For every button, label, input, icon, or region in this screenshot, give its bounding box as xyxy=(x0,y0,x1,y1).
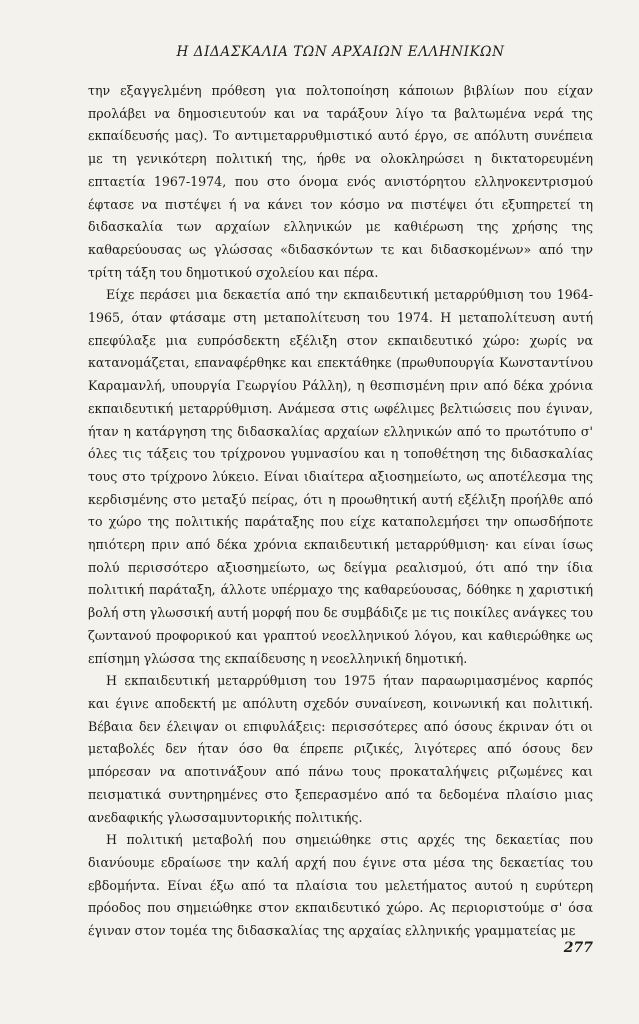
running-head: Η ΔΙΔΑΣΚΑΛΙΑ ΤΩΝ ΑΡΧΑΙΩΝ ΕΛΛΗΝΙΚΩΝ xyxy=(176,44,505,60)
paragraph-consensus: Η εκπαιδευτική μεταρρύθμιση του 1975 ήταν παραωριμασμένος καρπός και έγινε αποδεκτή με απόλυτη σχεδόν συναίνεση, κοινωνική και πολιτική. Βέβαια δεν έλειψαν οι επιφυλάξεις: περισσότερες από όσους έκριναν ότι οι μεταβολές δεν ήταν όσο θα έπρεπε ριζικές, λιγότερες από όσους δεν μπόρεσαν να αποτινάξουν από πάνω τους προκαταλήψεις ριζωμένες και πεισματικά συντηρημένες στο ξεπερασμένο από τα δεδομένα πλαίσιο μιας ανεδαφικής γλωσσαμυντορικής πολιτικής. xyxy=(88,673,593,825)
paragraph-continuation: την εξαγγελμένη πρόθεση για πολτοποίηση κάποιων βιβλίων που είχαν προλάβει να δημοσιευτούν και να ταράξουν λίγο τα βαλτωμένα νερά της εκπαίδευσής μας). Το αντιμεταρρυθμιστικό αυτό έργο, σε απόλυτη συνέπεια με τη γενικότερη πολιτική της, ήρθε να ολοκληρώσει η δικτατορευμένη επταετία 1967-1974, που στο όνομα ενός ανιστόρητου ελληνοκεντρισμού έφτασε να πιστέψει ή να κάνει τον κόσμο να πιστέψει ότι εξυπηρετεί τη διδασκαλία των αρχαίων ελληνικών με καθιέρωση της χρήσης της καθαρεύουσας ως γλώσσας «διδασκόντων τε και διδασκομένων» από την τρίτη τάξη του δημοτικού σχολείου και πέρα. xyxy=(88,83,593,280)
page-number: 277 xyxy=(563,940,593,956)
paragraph-political-change: Η πολιτική μεταβολή που σημειώθηκε στις αρχές της δεκαετίας που διανύουμε εδραίωσε την καλή αρχή που έγινε στα μέσα της δεκαετίας του εβδομήντα. Είναι έξω από τα πλαίσια του μελετήματος αυτού η ευρύτερη πρόοδος που σημειώθηκε στον εκπαιδευτικό χώρο. Ας περιοριστούμε σ' όσα έγιναν στον τομέα της διδασκαλίας της αρχαίας ελληνικής γραμματείας με xyxy=(88,832,593,939)
paragraph-reform-1975: Είχε περάσει μια δεκαετία από την εκπαιδευτική μεταρρύθμιση του 1964-1965, όταν φτάσαμε στη μεταπολίτευση του 1974. Η μεταπολίτευση αυτή επεφύλαξε μια ευπρόσδεκτη εξέλιξη στον εκπαιδευτικό χώρο: χωρίς να κατανομάζεται, επαναφέρθηκε και επεκτάθηκε (πρωθυπουργία Κωνσταντίνου Καραμανλή, υπουργία Γεωργίου Ράλλη), η θεσπισμένη πριν από δέκα χρόνια εκπαιδευτική μεταρρύθμιση. Ανάμεσα στις ωφέλιμες βελτιώσεις που έγιναν, ήταν η κατάργηση της διδασκαλίας αρχαίων ελληνικών από το πρωτότυπο σ' όλες τις τάξεις του τρίχρονου γυμνασίου και η τοποθέτηση της διδασκαλίας τους στο τρίχρονο λύκειο. Είναι ιδιαίτερα αξιοσημείωτο, ως αποτέλεσμα της κερδισμένης στο μεταξύ πείρας, ότι η προωθητική αυτή εξέλιξη προήλθε από το χώρο της πολιτικής παράταξης που είχε καταπολεμήσει την οπωσδήποτε ηπιότερη πριν από δέκα χρόνια εκπαιδευτική μεταρρύθμιση· και είναι ίσως πολύ περισσότερο αξιοσημείωτο, ως δείγμα ρεαλισμού, ότι από την ίδια πολιτική παράταξη, άλλοτε υπέρμαχο της καθαρεύουσας, δόθηκε η χαριστική βολή στη γλωσσική αυτή μορφή που δε συμβάδιζε με τις ποικίλες ανάγκες του ζωντανού προφορικού και γραπτού νεοελληνικού λόγου, και καθιερώθηκε ως επίσημη γλώσσα της εκπαίδευσης η νεοελληνική δημοτική. xyxy=(88,287,593,666)
body-text xyxy=(88,80,593,943)
